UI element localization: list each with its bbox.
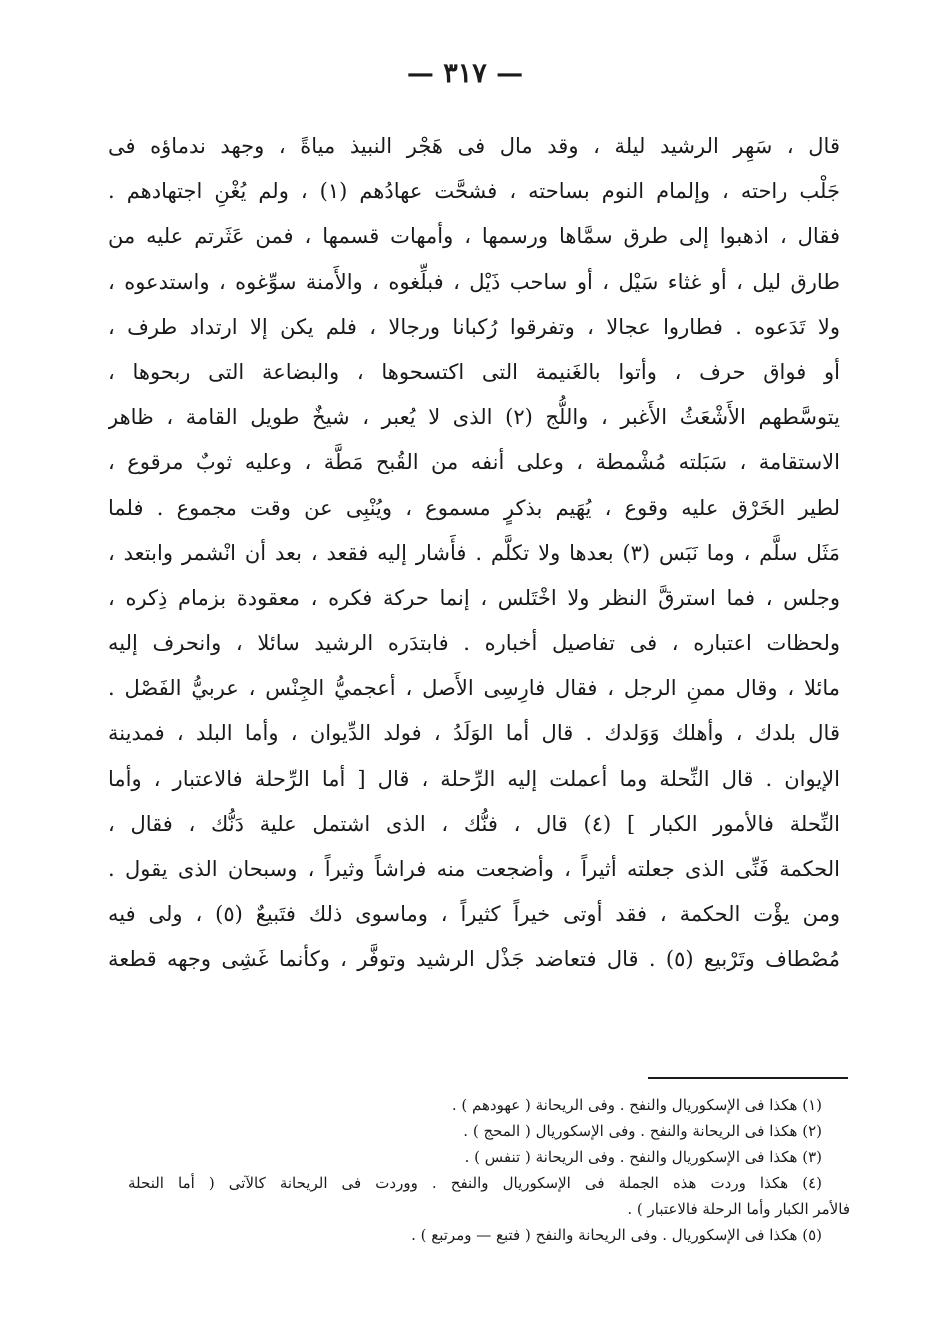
- footnote-item: (١) هكذا فى الإسكوريال والنفح . وفى الريحانة ( عهودهم ) .: [451, 1096, 822, 1114]
- body-line: ولحظات اعتباره ، فى تفاصيل أخباره . فابتدَره الرشيد سائلا ، وانحرف إليه: [108, 631, 840, 656]
- body-line: قال ، سَهِر الرشيد ليلة ، وقد مال فى هَجْر النبيذ مياةً ، وجهد ندماؤه فى: [108, 134, 840, 158]
- body-line: طارق ليل ، أو غثاء سَيْل ، أو ساحب ذَيْل ، فبلِّغوه ، والأَمنة سوِّغوه ، واستدعوه ،: [108, 269, 840, 294]
- body-line: الاستقامة ، سَبَلته مُشْمطة ، وعلى أنفه من القُبح مَطَّة ، وعليه ثوبٌ مرقوع ،: [108, 450, 840, 475]
- body-line: ومن يؤْت الحكمة ، فقد أوتى خيراً كثيراً ، وماسوى ذلك فتَبيعٌ (٥) ، ولى فيه: [108, 902, 840, 927]
- body-line: وجلس ، فما استرقَّ النظر ولا اخْتَلس ، إنما حركة فكره ، معقودة بزمام ذِكره ،: [108, 585, 840, 610]
- body-line: ولا تَدَعوه . فطاروا عجالا ، وتفرقوا رُكبانا ورجالا ، فلم يكن إلا ارتداد طرف ،: [108, 314, 840, 339]
- body-line: الإيوان . قال النِّحلة وما أعملت إليه الرِّحلة ، قال [ أما الرِّحلة فالاعتبار ، وأما: [108, 766, 840, 791]
- body-line: فقال ، اذهبوا إلى طرق سمَّاها ورسمها ، وأمهات قسمها ، فمن عَثَرتم عليه من: [108, 224, 840, 249]
- body-line: جَلْب راحته ، وإلمام النوم بساحته ، فشحَّت عهادُهم (١) ، ولم يُغْنِ اجتهادهم .: [108, 179, 840, 204]
- body-line: يتوسَّطهم الأَشْعَثُ الأَغبر ، واللُّج (٢) الذى لا يُعبر ، شيخٌ طويل القامة ، ظاهر: [108, 405, 840, 430]
- body-line: أو فواق حرف ، وأتوا بالغَنيمة التى اكتسحوها ، والبضاعة التى ربحوها ،: [108, 359, 840, 384]
- body-text: [108, 124, 840, 983]
- footnote-item: (٣) هكذا فى الإسكوريال والنفح . وفى الريحانة ( تنفس ) .: [464, 1148, 822, 1166]
- footnote-continuation: فالأمر الكبار وأما الرحلة فالاعتبار ) .: [627, 1200, 850, 1218]
- footnote-item: (٥) هكذا فى الإسكوريال . وفى الريحانة والنفح ( فتبع — ومرتبع ) .: [411, 1226, 822, 1244]
- footnote-separator: [648, 1077, 848, 1079]
- body-line: الحكمة فَنِّى الذى جعلته أثيراً ، وأضجعت منه فراشاً وثيراً ، وسبحان الذى يقول .: [108, 857, 840, 881]
- body-line: قال بلدك ، وأهلك وَوَلدك . قال أما الوَلَدُ ، فولد الدِّيوان ، وأما البلد ، فمدينة: [108, 721, 840, 746]
- body-line: لطير الخَرْق عليه وقوع ، يُهَيم بذكرٍ مسموع ، ويُنْبِى عن وقت مجموع . فلما: [108, 495, 840, 520]
- page-number: — ٣١٧ —: [406, 58, 524, 89]
- footnotes: [128, 1092, 850, 1248]
- body-line: النِّحلة فالأمور الكبار ] (٤) قال ، فنُّك ، الذى اشتمل علية دَنُّك ، فقال ،: [108, 811, 840, 836]
- footnote-item: (٢) هكذا فى الريحانة والنفح . وفى الإسكوريال ( المحج ) .: [463, 1122, 822, 1140]
- body-line: مائلا ، وقال ممنِ الرجل ، فقال فارِسِى الأَصل ، أعجميُّ الجِنْس ، عربيُّ الفَصْل .: [108, 676, 840, 701]
- body-line: مَثَل سلَّم ، وما نَبَس (٣) بعدها ولا تكلَّم . فأَشار إليه فقعد ، بعد أن انْشمر وابتعد ،: [108, 540, 840, 565]
- body-line: مُصْطاف وتَرْبيع (٥) . قال فتعاضد جَذْل الرشيد وتوفَّر ، وكأنما غَشِى وجهه قطعة: [108, 947, 840, 972]
- footnote-item: (٤) هكذا وردت هذه الجملة فى الإسكوريال والنفح . ووردت فى الريحانة كالآتى ( أما النحلة: [128, 1174, 822, 1192]
